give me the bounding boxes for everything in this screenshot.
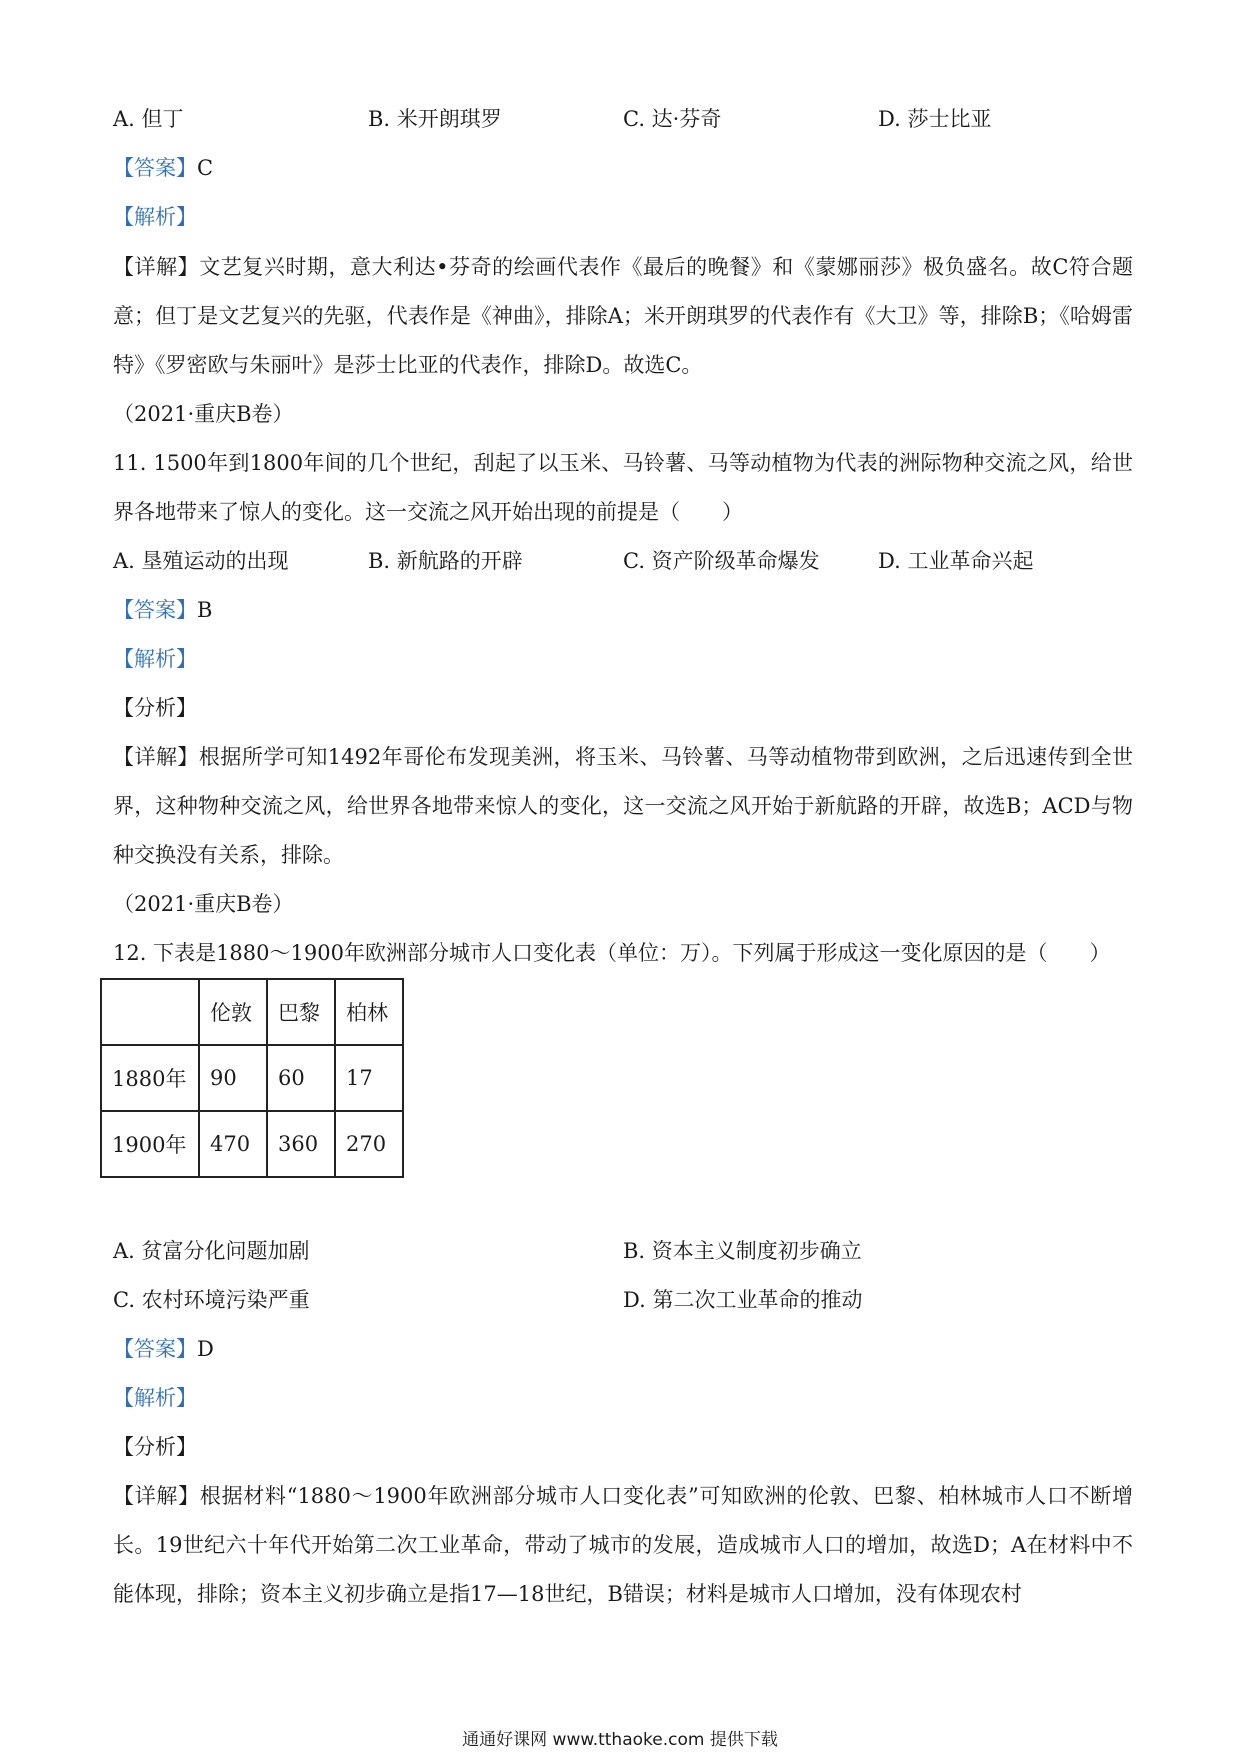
q10-option-c: C. 达·芬奇: [623, 107, 722, 131]
q12-detail: [113, 1472, 1133, 1619]
answer-value: B: [197, 598, 213, 622]
q11-source: （2021·重庆B卷）: [113, 402, 294, 426]
answer-value: D: [197, 1337, 214, 1361]
table-header-row: [101, 979, 403, 1045]
table-cell: 360: [267, 1111, 335, 1177]
q10-analysis-label: 【解析】: [113, 205, 197, 229]
table-header-cell: [101, 979, 199, 1045]
q12-option-d: D. 第二次工业革命的推动: [623, 1288, 863, 1312]
answer-label: 【答案】: [113, 156, 197, 180]
answer-value: C: [197, 156, 214, 180]
table-cell: 270: [335, 1111, 403, 1177]
q12-analysis-label: 【解析】: [113, 1386, 197, 1410]
q10-option-a: A. 但丁: [113, 107, 184, 131]
q11-question: 11. 1500年到1800年间的几个世纪，刮起了以玉米、马铃薯、马等动植物为代表的洲际物种交流之风，给世界各地带来了惊人的变化。这一交流之风开始出现的前提是（ ）: [113, 451, 1133, 524]
q12-source: （2021·重庆B卷）: [113, 892, 294, 916]
q12-answer: [113, 1334, 214, 1364]
table-cell: 17: [335, 1045, 403, 1111]
table-cell: 60: [267, 1045, 335, 1111]
q11-analysis-label: 【解析】: [113, 647, 197, 671]
detail-text: 根据材料“1880～1900年欧洲部分城市人口变化表”可知欧洲的伦敦、巴黎、柏林城市人口不断增长。19世纪六十年代开始第二次工业革命，带动了城市的发展，造成城市人口的增加，故选D；A在材料中不能体现，排除；资本主义初步确立是指17—18世纪，B错误；材料是城市人口增加，没有体现农村: [113, 1484, 1134, 1606]
table-cell: 470: [199, 1111, 267, 1177]
detail-label: 【详解】: [113, 255, 200, 279]
q10-option-b: B. 米开朗琪罗: [368, 107, 502, 131]
table-cell: 1900年: [101, 1111, 199, 1177]
q10-answer: [113, 153, 213, 183]
detail-label: 【详解】: [113, 745, 199, 769]
q10-option-d: D. 莎士比亚: [878, 107, 992, 131]
table-row: [101, 1045, 403, 1111]
q10-detail: [113, 243, 1133, 390]
q12-option-b: B. 资本主义制度初步确立: [623, 1239, 862, 1263]
table-cell: 1880年: [101, 1045, 199, 1111]
q12-fenxi-label: 【分析】: [113, 1435, 197, 1459]
q11-option-a: A. 垦殖运动的出现: [113, 549, 289, 573]
detail-label: 【详解】: [113, 1484, 200, 1508]
detail-text: 文艺复兴时期，意大利达•芬奇的绘画代表作《最后的晚餐》和《蒙娜丽莎》极负盛名。故C符合题意；但丁是文艺复兴的先驱，代表作是《神曲》，排除A；米开朗琪罗的代表作有《大卫》等，排除B；《哈姆雷特》《罗密欧与朱丽叶》是莎士比亚的代表作，排除D。故选C。: [113, 255, 1134, 377]
q12-question: 12. 下表是1880～1900年欧洲部分城市人口变化表（单位：万）。下列属于形成这一变化原因的是（ ）: [113, 941, 1111, 965]
page-footer: 通通好课网 www.tthaoke.com 提供下载: [462, 1730, 778, 1750]
answer-label: 【答案】: [113, 598, 197, 622]
q11-fenxi-label: 【分析】: [113, 696, 197, 720]
answer-label: 【答案】: [113, 1337, 197, 1361]
population-table: [100, 978, 404, 1178]
q12-option-c: C. 农村环境污染严重: [113, 1288, 310, 1312]
q11-option-b: B. 新航路的开辟: [368, 549, 523, 573]
table-header-cell: 伦敦: [199, 979, 267, 1045]
q11-option-d: D. 工业革命兴起: [878, 549, 1034, 573]
q11-detail: [113, 733, 1133, 880]
detail-text: 根据所学可知1492年哥伦布发现美洲，将玉米、马铃薯、马等动植物带到欧洲，之后迅速传到全世界，这种物种交流之风，给世界各地带来惊人的变化，这一交流之风开始于新航路的开辟，故选B；ACD与物种交换没有关系，排除。: [113, 745, 1133, 867]
table-header-cell: 柏林: [335, 979, 403, 1045]
q11-option-c: C. 资产阶级革命爆发: [623, 549, 820, 573]
table-row: [101, 1111, 403, 1177]
table-header-cell: 巴黎: [267, 979, 335, 1045]
q12-option-a: A. 贫富分化问题加剧: [113, 1239, 310, 1263]
q11-answer: [113, 595, 212, 625]
table-cell: 90: [199, 1045, 267, 1111]
